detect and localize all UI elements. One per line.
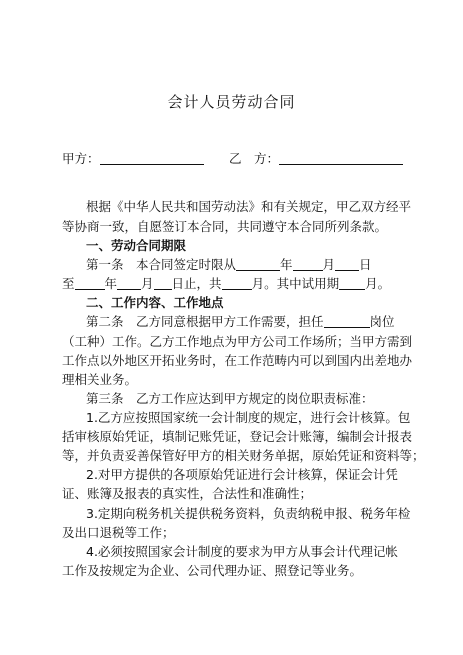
article-1-text-end-year: 年 [104,276,118,291]
article-1-text-month: 月 [322,257,336,272]
intro-line-1: 根据《中华人民共和国劳动法》和有关规定，甲乙双方经平 [86,199,412,214]
article-2-line-4: 理相关业务。 [62,372,138,387]
article-1-text-year: 年 [280,257,293,272]
item-1-line-2: 括审核原始凭证，填制记账凭证，登记会计账簿，编制会计报表 [62,429,413,444]
article-1-text-day: 日 [359,257,372,272]
start-month-blank[interactable] [293,258,323,271]
document-title: 会计人员劳动合同 [167,93,296,111]
item-3-line-2: 及出口退税等工作； [62,525,175,540]
item-3-line-1: 3.定期向税务机关提供税务资料，负责纳税申报、税务年检 [86,506,411,521]
item-2-line-1: 2.对甲方提供的各项原始凭证进行会计核算，保证会计凭 [86,467,398,482]
item-4-line-1: 4.必须按照国家会计制度的要求为甲方从事会计代理记帐 [86,544,398,559]
position-blank[interactable] [324,315,370,328]
party-b-row [229,151,403,167]
article-2-text-position: 岗位 [369,314,395,329]
intro-line-2: 等协商一致，自愿签订本合同，共同遵守本合同所列条款。 [62,219,388,234]
party-a-row [62,151,204,167]
total-months-blank[interactable] [222,277,252,290]
article-1-line-2 [62,276,390,292]
article-2-line-3: 工作点以外地区开拓业务时，在工作范畴内可以到国内出差地办 [62,353,413,368]
item-4-line-2: 工作及按规定为企业、公司代理办证、照登记等业务。 [62,563,363,578]
section-2-heading: 二、工作内容、工作地点 [86,295,224,310]
section-1-heading: 一、劳动合同期限 [86,238,187,253]
article-1-text-total: 日止，共 [171,276,222,291]
item-1-line-3: 等，并负责妥善保管好甲方的相关财务单据，原始凭证和资料等； [62,448,425,463]
end-day-blank[interactable] [154,277,172,290]
start-day-blank[interactable] [335,258,359,271]
article-1-text-end-month: 月 [141,276,154,291]
item-2-line-2: 证、账簿及报表的真实性，合法性和准确性； [62,486,313,501]
end-year-blank[interactable] [75,277,105,290]
article-1-text-a: 第一条 本合同签定时限从 [86,257,237,272]
party-b-blank[interactable] [279,152,403,165]
party-a-label: 甲方： [62,151,100,166]
article-2-line-1 [86,314,395,330]
article-2-line-2: （工种）工作。乙方工作地点为甲方公司工作场所；当甲方需到 [62,334,413,349]
end-month-blank[interactable] [117,277,141,290]
article-1-line-1 [86,257,372,273]
article-1-text-end: 月。 [365,276,391,291]
article-2-text-a: 第二条 乙方同意根据甲方工作需要，担任 [86,314,324,329]
party-a-blank[interactable] [100,152,204,165]
article-1-text-to: 至 [62,276,75,291]
article-1-text-probation: 月。其中试用期 [251,276,340,291]
probation-months-blank[interactable] [339,277,365,290]
party-b-label: 乙 方： [229,151,280,166]
article-3-heading: 第三条 乙方工作应达到甲方规定的岗位职责标准： [86,391,374,406]
item-1-line-1: 1.乙方应按照国家统一会计制度的规定，进行会计核算。包 [86,410,411,425]
start-year-blank[interactable] [236,258,280,271]
